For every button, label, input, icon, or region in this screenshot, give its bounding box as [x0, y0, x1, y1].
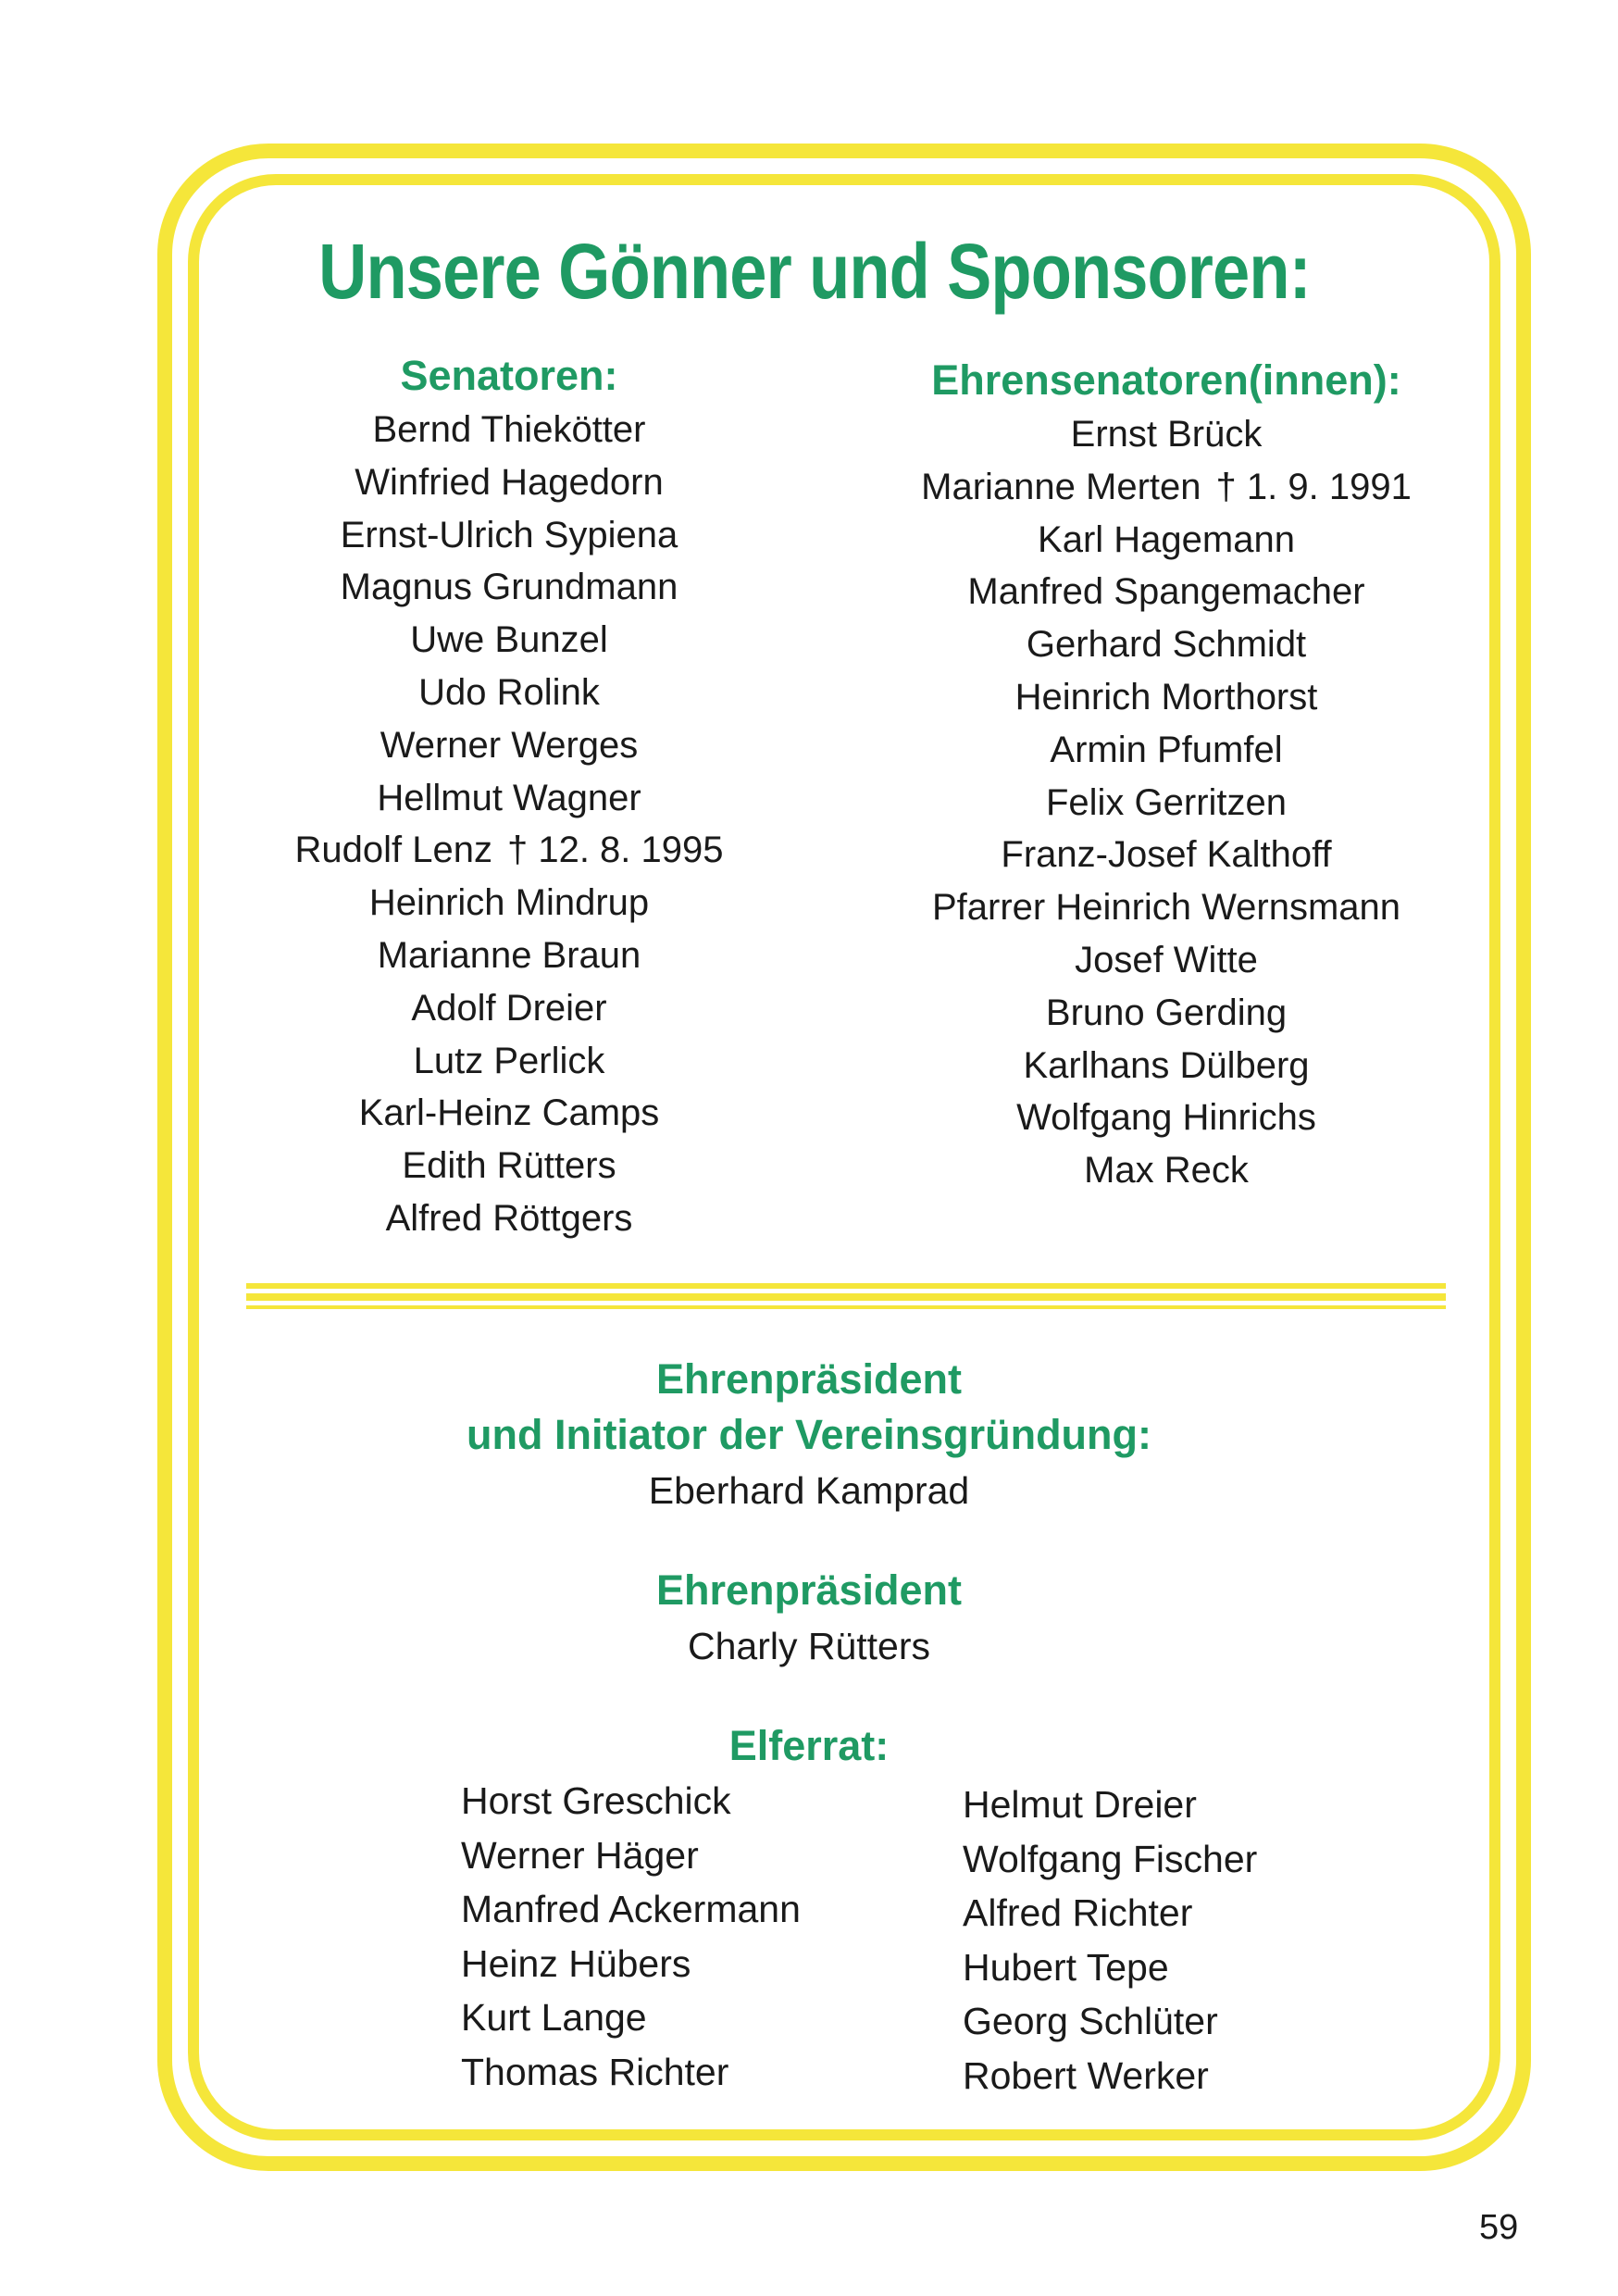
list-item: Marianne Braun [377, 934, 641, 976]
list-item: Wolfgang Hinrichs [1016, 1097, 1316, 1139]
list-item: Uwe Bunzel [410, 619, 608, 661]
list-item: Alfred Röttgers [385, 1197, 633, 1239]
ehrensenatoren-column [870, 355, 1462, 1197]
list-item: Karl-Heinz Camps [358, 1092, 660, 1134]
divider-line [246, 1305, 1446, 1309]
list-item: Adolf Dreier [411, 987, 607, 1029]
list-item: Bruno Gerding [1045, 992, 1288, 1033]
senatoren-heading: Senatoren: [400, 352, 618, 399]
elferrat-heading: Elferrat: [728, 1722, 890, 1769]
list-item: Heinrich Morthorst [1014, 676, 1318, 718]
ehrenpraesident-section [0, 1563, 1618, 1674]
list-item: Max Reck [1084, 1150, 1249, 1192]
death-note: † 12. 8. 1995 [506, 830, 724, 871]
name-text: Rudolf Lenz [294, 830, 492, 871]
ehrenpraesident-name: Charly Rütters [687, 1625, 930, 1667]
list-item: Edith Rütters [402, 1145, 616, 1187]
list-item: Felix Gerritzen [1045, 781, 1288, 823]
ehrenpraesident-heading: Ehrenpräsident [655, 1566, 963, 1614]
list-item: Winfried Hagedorn [355, 461, 664, 503]
list-item: Manfred Spangemacher [967, 571, 1365, 613]
list-item: Ernst Brück [1070, 414, 1263, 455]
page-title: Unsere Gönner und Sponsoren: [318, 228, 1311, 315]
elferrat-section [0, 1718, 1618, 1774]
list-item: Karl Hagemann [1038, 518, 1295, 560]
list-item: Thomas Richter [461, 2050, 729, 2093]
ehrensenatoren-list [870, 408, 1462, 1197]
elferrat-list-right [963, 1778, 1257, 2103]
senatoren-list [250, 404, 768, 1245]
list-item: Werner Werges [380, 724, 639, 766]
list-item: Heinrich Mindrup [368, 882, 650, 924]
ehrenpraesident-initiator-heading-line2: und Initiator der Vereinsgründung: [466, 1411, 1152, 1458]
list-item: Josef Witte [1075, 939, 1258, 980]
list-item: Gerhard Schmidt [1026, 624, 1307, 666]
ehrenpraesident-initiator-name: Eberhard Kamprad [648, 1469, 970, 1512]
list-item: Ernst-Ulrich Sypiena [340, 514, 678, 555]
list-item: Bernd Thiekötter [372, 409, 646, 450]
list-item: Kurt Lange [461, 1996, 647, 2039]
list-item: Hellmut Wagner [377, 777, 641, 818]
elferrat-list-left [461, 1774, 801, 2099]
list-item: Franz-Josef Kalthoff [1001, 834, 1332, 876]
list-item: Helmut Dreier [963, 1783, 1197, 1826]
list-item: Wolfgang Fischer [963, 1837, 1258, 1880]
list-item: Horst Greschick [461, 1779, 731, 1822]
page-number: 59 [1479, 2208, 1519, 2247]
list-item: Hubert Tepe [963, 1945, 1169, 1989]
list-item: Udo Rolink [418, 671, 600, 713]
list-item: Werner Häger [461, 1833, 699, 1877]
list-item: Alfred Richter [963, 1891, 1193, 1934]
list-item: Magnus Grundmann [340, 567, 678, 608]
list-item: Lutz Perlick [413, 1040, 605, 1081]
list-item: Georg Schlüter [963, 2000, 1218, 2042]
list-item: Karlhans Dülberg [1023, 1044, 1310, 1086]
ehrenpraesident-initiator-heading-line1: Ehrenpräsident [655, 1355, 963, 1403]
section-divider [246, 1283, 1446, 1307]
ehrenpraesident-initiator-section [0, 1352, 1618, 1518]
list-item: Armin Pfumfel [1050, 729, 1283, 770]
death-note: † 1. 9. 1991 [1215, 466, 1412, 507]
senatoren-column [250, 350, 768, 1245]
list-item [870, 461, 1462, 514]
list-item: Pfarrer Heinrich Wernsmann [931, 887, 1401, 929]
divider-line [246, 1293, 1446, 1301]
list-item [250, 824, 768, 877]
divider-line [246, 1283, 1446, 1289]
name-text: Marianne Merten [921, 466, 1201, 507]
ehrensenatoren-heading: Ehrensenatoren(innen): [931, 356, 1401, 404]
list-item: Heinz Hübers [461, 1941, 691, 1985]
list-item: Manfred Ackermann [461, 1888, 801, 1930]
list-item: Robert Werker [963, 2053, 1209, 2097]
